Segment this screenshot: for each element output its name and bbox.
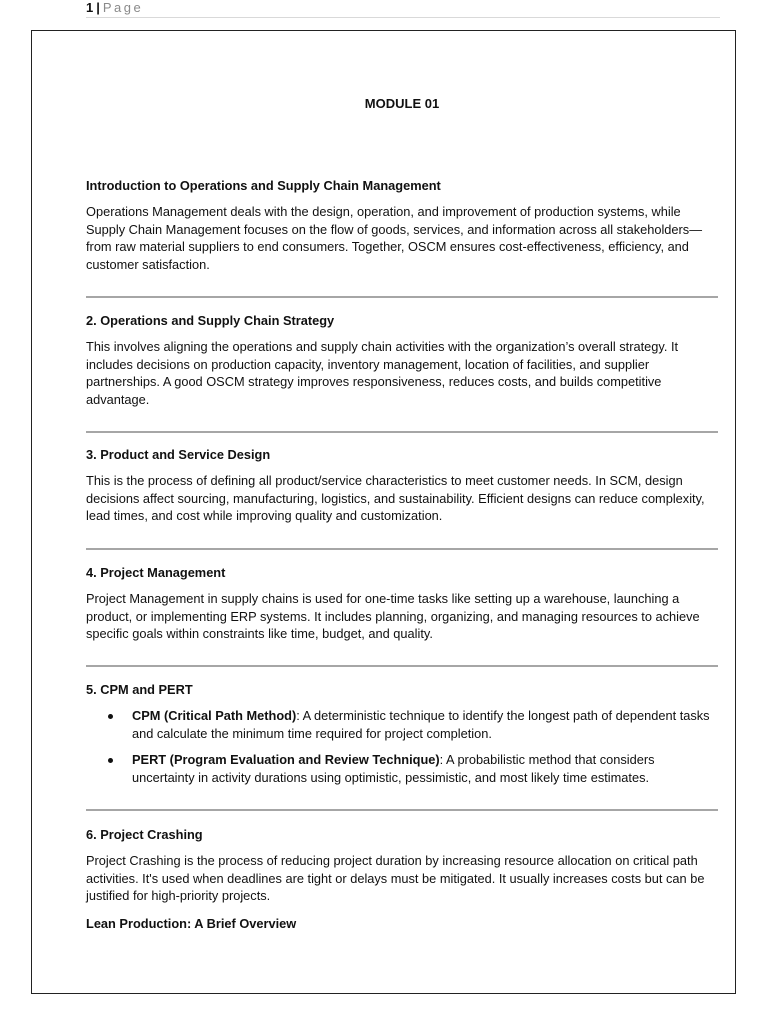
bullet-icon — [108, 714, 113, 719]
section-body: Project Crashing is the process of reducing project duration by increasing resource allocation on critical path activities. It's used when deadlines are tight or delays must be mitigated. It usually increases costs but can be justified for high-priority projects. — [86, 853, 705, 904]
section-strategy — [86, 312, 718, 408]
section-divider — [86, 431, 718, 433]
section-heading: 3. Product and Service Design — [86, 447, 271, 462]
section-body: This involves aligning the operations and supply chain activities with the organization’s overall strategy. It includes decisions on production capacity, inventory management, location of facilities, and supplier partnerships. A good OSCM strategy improves responsiveness, reduces costs, and builds competitive advantage. — [86, 339, 679, 407]
section-heading: 5. CPM and PERT — [86, 682, 193, 697]
section-product-design — [86, 446, 718, 525]
section-heading: Introduction to Operations and Supply Chain Management — [86, 178, 441, 193]
section-introduction — [86, 177, 718, 273]
section-divider — [86, 665, 718, 667]
bullet-term: PERT (Program Evaluation and Review Technique) — [132, 752, 440, 768]
section-body: Project Management in supply chains is used for one-time tasks like setting up a warehouse, launching a product, or implementing ERP systems. It includes planning, organizing, and managing resources to achieve specific goals within constraints like time, budget, and quality. — [86, 591, 700, 642]
section-body: Operations Management deals with the design, operation, and improvement of production systems, while Supply Chain Management focuses on the flow of goods, services, and information across all stakeholders—from raw material suppliers to end consumers. Together, OSCM ensures cost-effectiveness, efficiency, and customer satisfaction. — [86, 204, 703, 272]
section-divider — [86, 548, 718, 550]
bullet-icon — [108, 758, 113, 763]
module-title: MODULE 01 — [364, 96, 440, 111]
section-project-management — [86, 564, 718, 643]
section-heading: 4. Project Management — [86, 565, 226, 580]
section-project-crashing — [86, 826, 718, 905]
bullet-text: : A probabilistic method that considers uncertainty in activity durations using optimistic, pessimistic, and most likely time estimates. — [132, 752, 655, 785]
header-separator: | — [96, 0, 100, 15]
section-cpm-pert — [86, 681, 718, 795]
section-heading: 2. Operations and Supply Chain Strategy — [86, 313, 335, 328]
section-heading: 6. Project Crashing — [86, 827, 203, 842]
page-label: Page — [102, 0, 144, 15]
section-divider — [86, 809, 718, 811]
bullet-list — [86, 707, 718, 786]
page-header — [86, 0, 720, 18]
section-divider — [86, 296, 718, 298]
list-item — [86, 751, 718, 786]
closing-heading: Lean Production: A Brief Overview — [86, 916, 297, 931]
list-item — [86, 707, 718, 742]
bullet-text: : A deterministic technique to identify the longest path of dependent tasks and calculate the minimum time required for project completion. — [132, 708, 710, 741]
section-body: This is the process of defining all product/service characteristics to meet customer needs. In SCM, design decisions affect sourcing, manufacturing, logistics, and sustainability. Efficient designs can reduce complexity, lead times, and cost while improving quality and customization. — [86, 473, 705, 524]
page-number: 1 — [86, 0, 94, 15]
bullet-term: CPM (Critical Path Method) — [132, 708, 297, 723]
